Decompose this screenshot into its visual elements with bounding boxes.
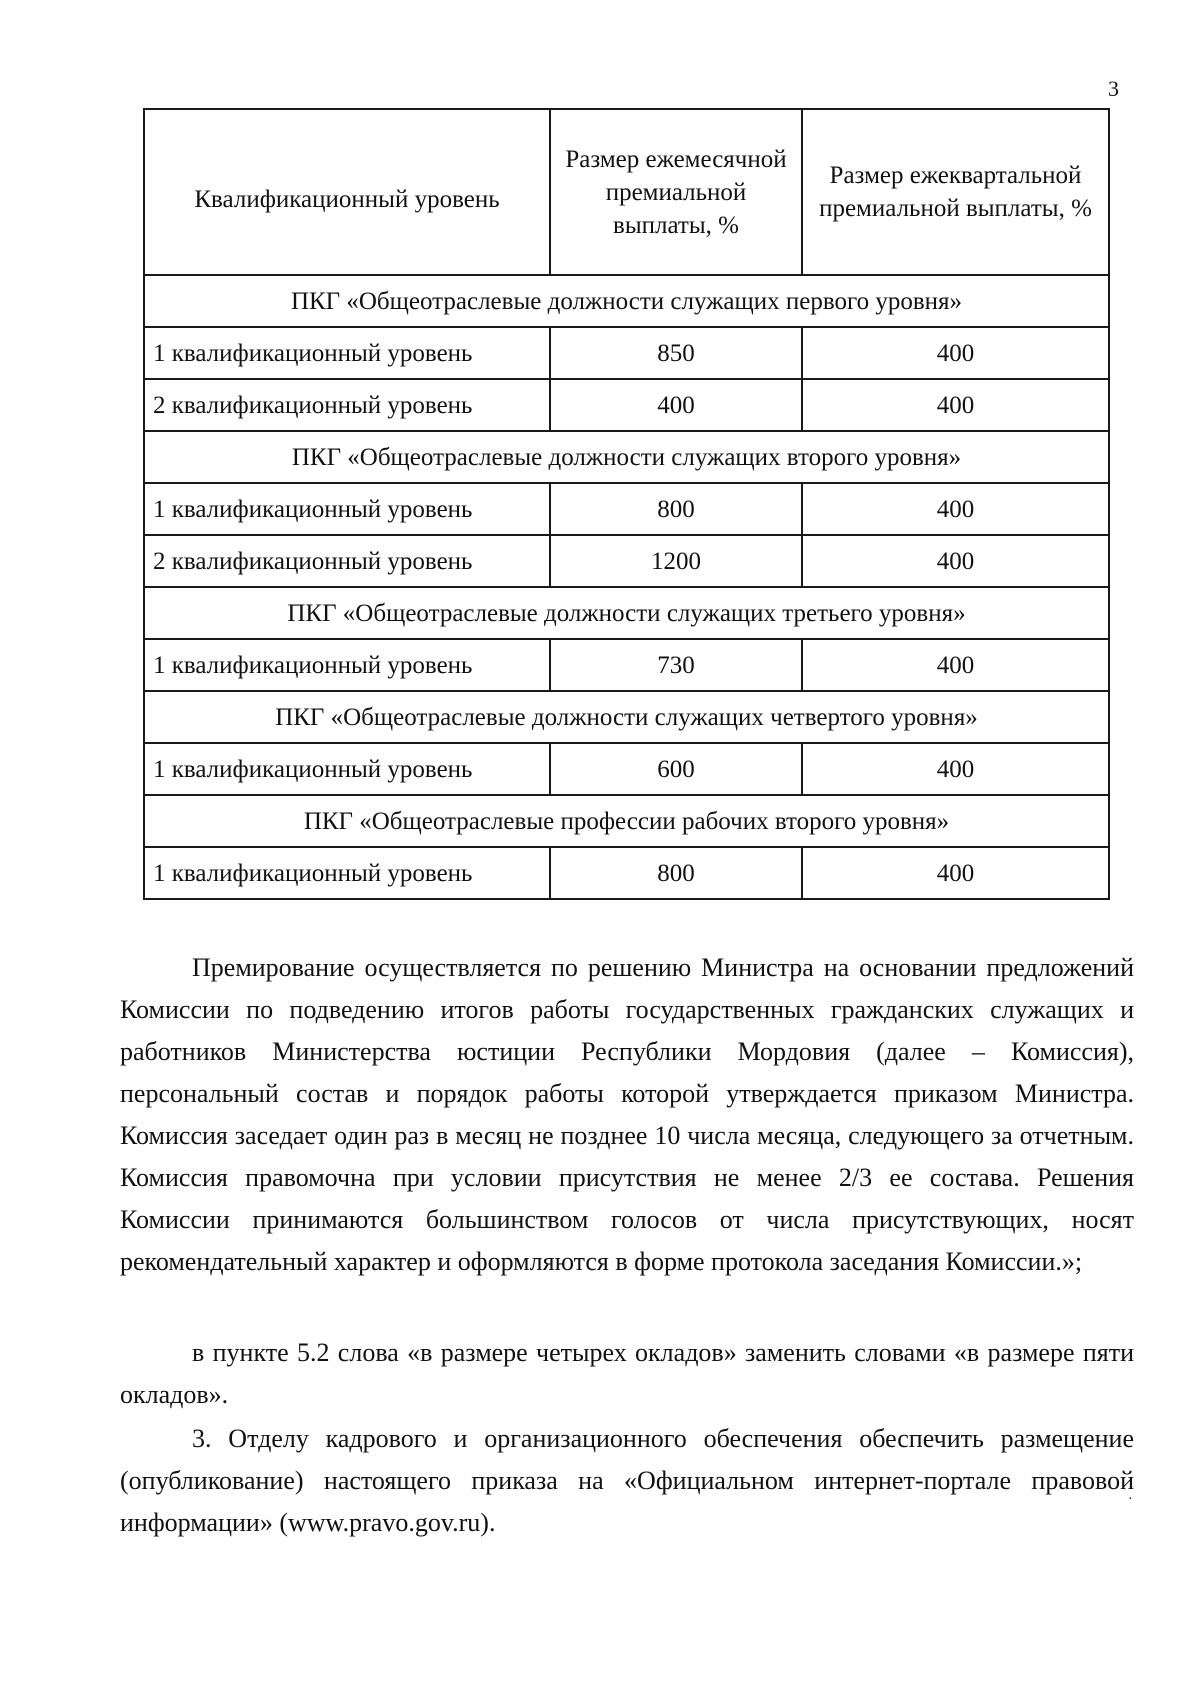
cell-quarterly: 400 <box>802 847 1109 899</box>
cell-level: 1 квалификационный уровень <box>144 847 550 899</box>
table-row <box>144 639 1109 691</box>
group-row <box>144 431 1109 483</box>
group-row <box>144 691 1109 743</box>
cell-level: 2 квалификационный уровень <box>144 379 550 431</box>
paragraph-text: в пункте 5.2 слова «в размере четырех окладов» заменить словами «в размере пяти окладов». <box>120 1338 1134 1409</box>
cell-monthly: 730 <box>550 639 802 691</box>
scan-speck: · <box>1128 1492 1133 1507</box>
group-title: ПКГ «Общеотраслевые должности служащих второго уровня» <box>144 431 1109 483</box>
cell-monthly: 850 <box>550 327 802 379</box>
cell-quarterly: 400 <box>802 379 1109 431</box>
group-title: ПКГ «Общеотраслевые профессии рабочих второго уровня» <box>144 795 1109 847</box>
cell-quarterly: 400 <box>802 743 1109 795</box>
table-row <box>144 483 1109 535</box>
cell-quarterly: 400 <box>802 639 1109 691</box>
cell-quarterly: 400 <box>802 327 1109 379</box>
group-title: ПКГ «Общеотраслевые должности служащих третьего уровня» <box>144 587 1109 639</box>
cell-monthly: 400 <box>550 379 802 431</box>
table-row <box>144 535 1109 587</box>
cell-monthly: 1200 <box>550 535 802 587</box>
cell-quarterly: 400 <box>802 483 1109 535</box>
page-number: 3 <box>1108 76 1119 101</box>
premium-table <box>143 108 1110 900</box>
paragraph-text: Премирование осуществляется по решению Министра на основании предложений Комиссии по подведению итогов работы государственных гражданских служащих и работников Министерства юстиции Республики Мордовия (далее – Комиссия), персональный состав и порядок работы которой утверждается приказом Министра. Комиссия заседает один раз в месяц не позднее 10 числа месяца, следующего за отчетным. Комиссия правомочна при условии присутствия не менее 2/3 ее состава. Решения Комиссии принимаются большинством голосов от числа присутствующих, носят рекомендательный характер и оформляются в форме протокола заседания Комиссии.»; <box>120 953 1134 1276</box>
cell-level: 1 квалификационный уровень <box>144 483 550 535</box>
cell-monthly: 800 <box>550 483 802 535</box>
table-header-row <box>144 109 1109 275</box>
header-monthly: Размер ежемесячной премиальной выплаты, % <box>550 109 802 275</box>
group-row <box>144 587 1109 639</box>
table-row <box>144 327 1109 379</box>
paragraph-premium <box>120 947 1134 1283</box>
group-row <box>144 795 1109 847</box>
cell-level: 1 квалификационный уровень <box>144 639 550 691</box>
header-quarterly: Размер ежеквартальной премиальной выплаты, % <box>802 109 1109 275</box>
table-row <box>144 743 1109 795</box>
table-row <box>144 847 1109 899</box>
cell-monthly: 800 <box>550 847 802 899</box>
header-level: Квалификационный уровень <box>144 109 550 275</box>
cell-quarterly: 400 <box>802 535 1109 587</box>
cell-level: 2 квалификационный уровень <box>144 535 550 587</box>
group-title: ПКГ «Общеотраслевые должности служащих четвертого уровня» <box>144 691 1109 743</box>
paragraph-text: 3. Отделу кадрового и организационного обеспечения обеспечить размещение (опубликование) настоящего приказа на «Официальном интернет-портале правовой информации» (www.pravo.gov.ru). <box>120 1424 1134 1537</box>
cell-monthly: 600 <box>550 743 802 795</box>
paragraph-publication <box>120 1418 1134 1544</box>
cell-level: 1 квалификационный уровень <box>144 327 550 379</box>
paragraph-amendment <box>120 1332 1134 1416</box>
group-title: ПКГ «Общеотраслевые должности служащих первого уровня» <box>144 275 1109 327</box>
cell-level: 1 квалификационный уровень <box>144 743 550 795</box>
group-row <box>144 275 1109 327</box>
table-row <box>144 379 1109 431</box>
